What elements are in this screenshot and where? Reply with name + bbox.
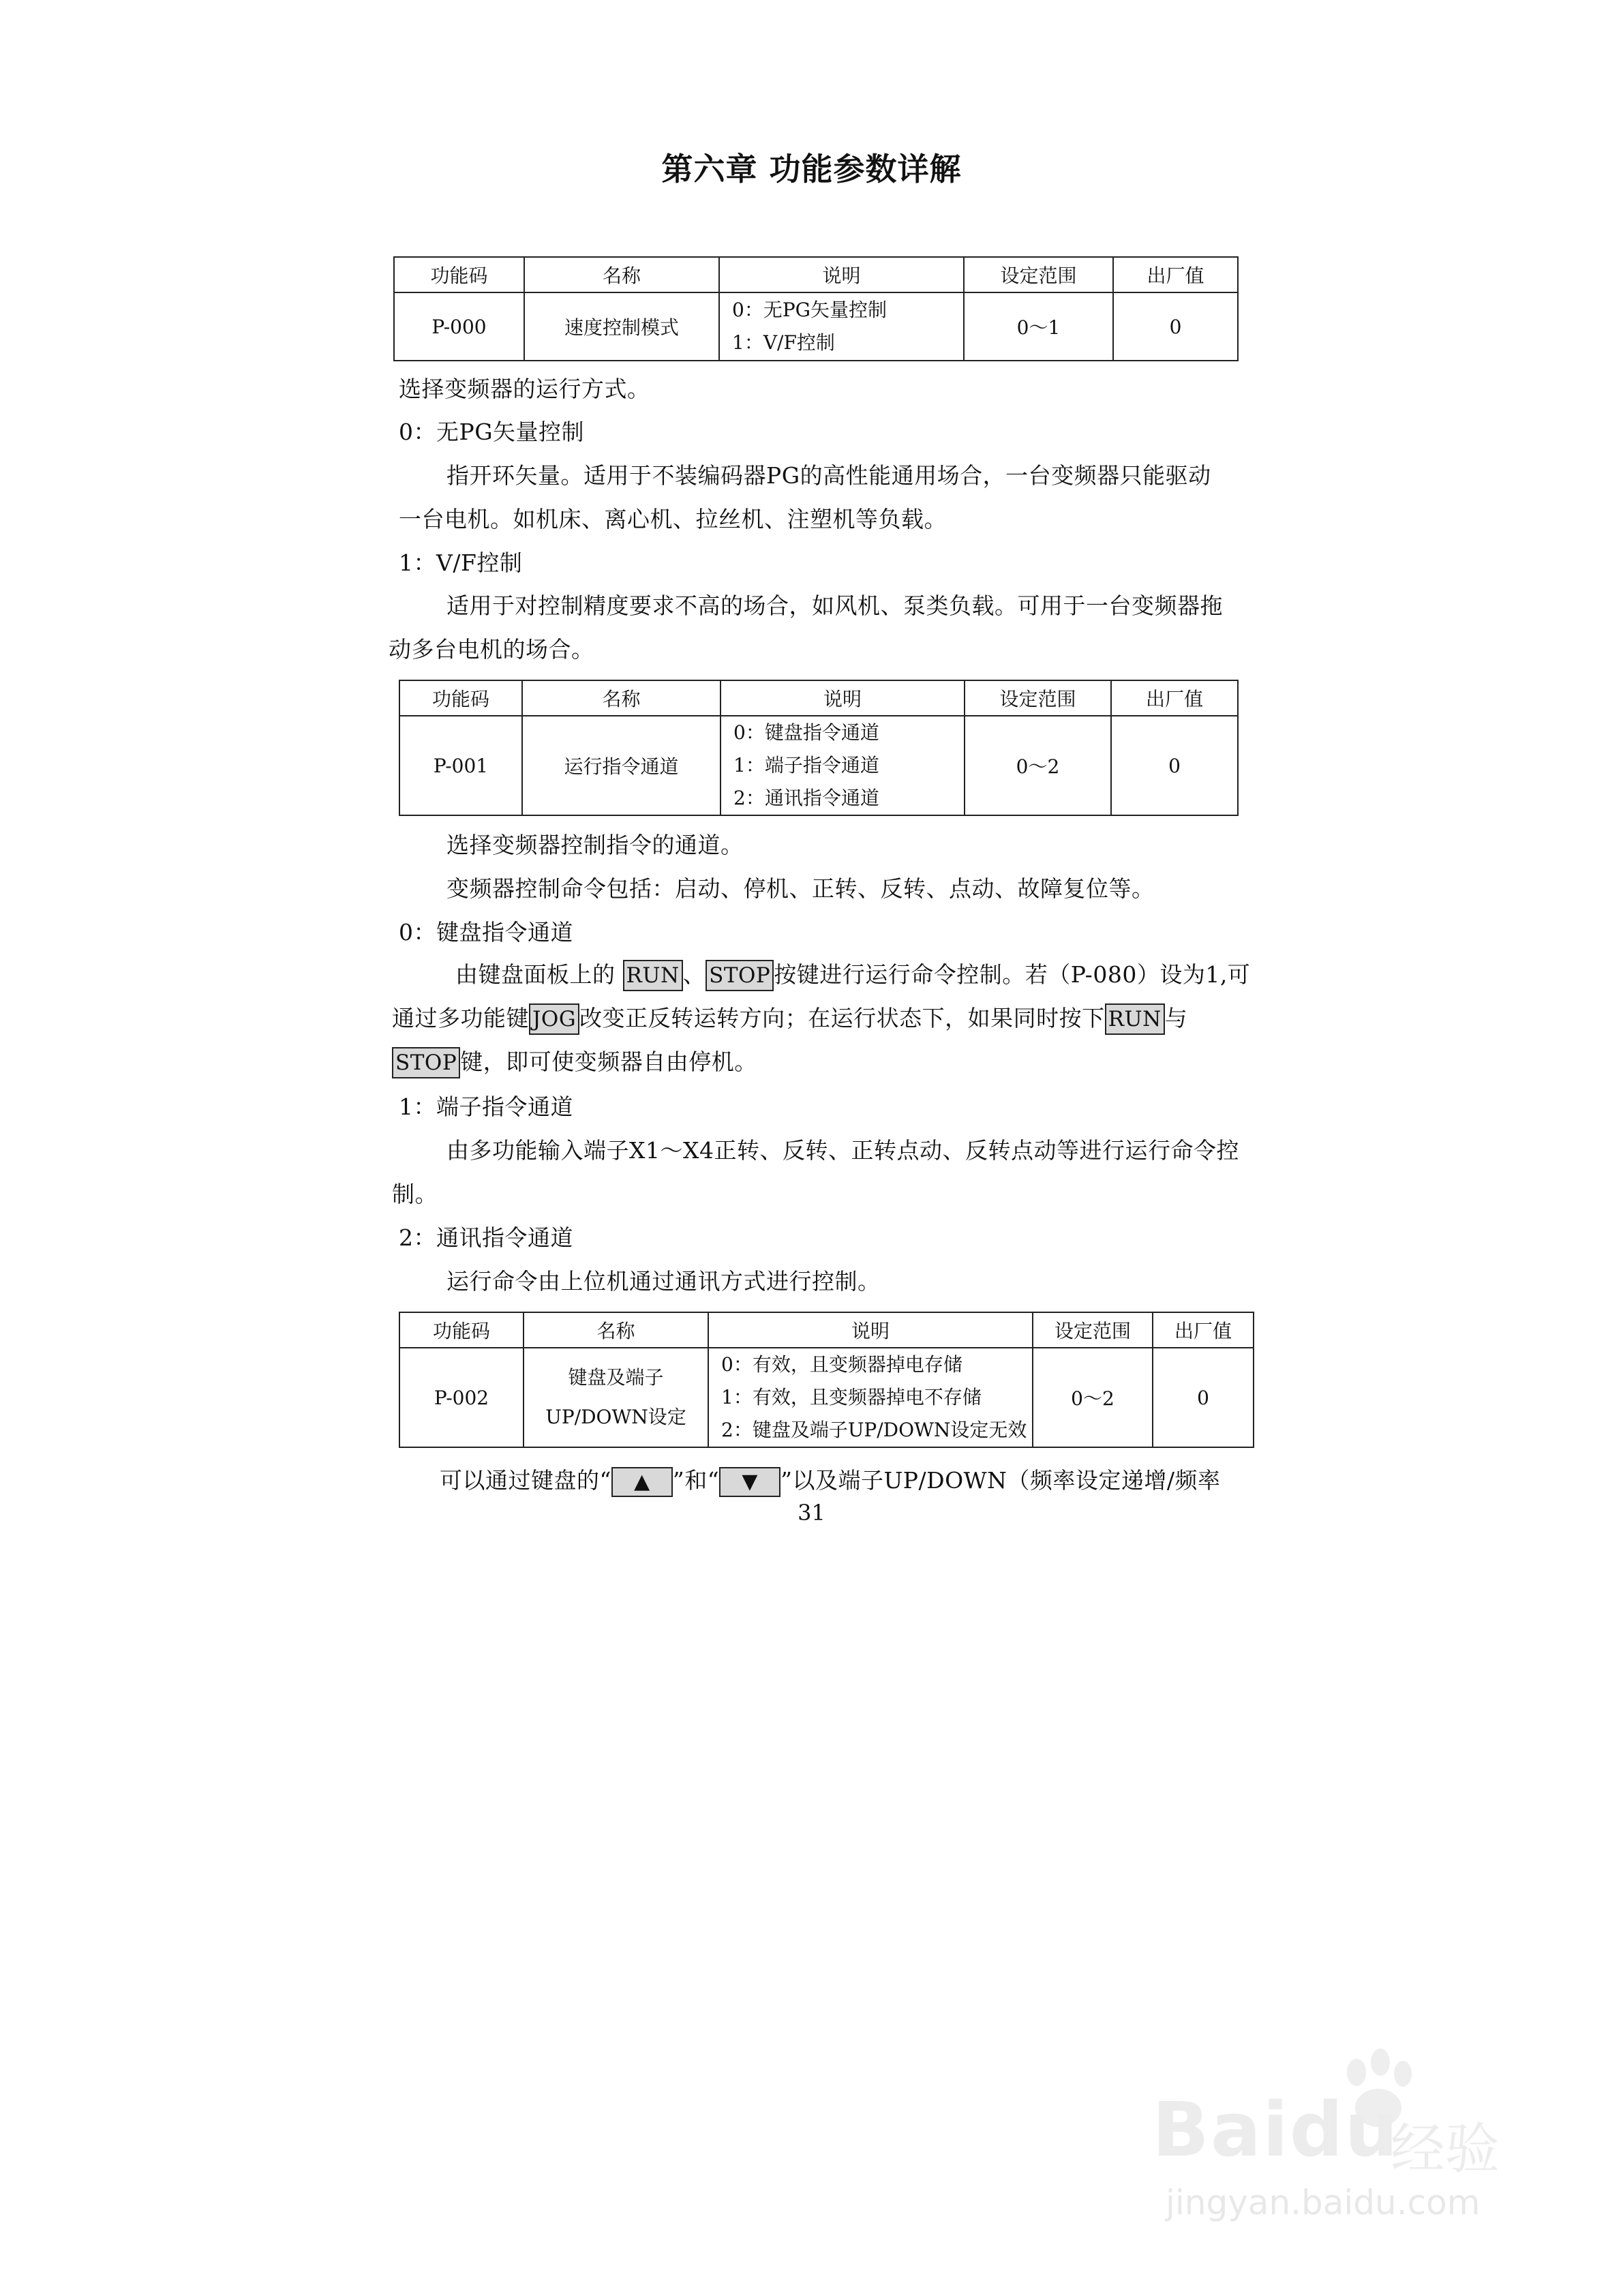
jog-key: JOG (529, 1003, 579, 1035)
table-row (399, 1348, 1254, 1447)
run-key: RUN (1105, 1003, 1165, 1035)
paragraph: 选择变频器控制指令的通道。 (446, 832, 744, 858)
page-number: 31 (798, 1500, 825, 1526)
table-header-row (399, 1312, 1254, 1348)
chapter-title: 第六章 功能参数详解 (661, 151, 962, 187)
paragraph (392, 1001, 1187, 1035)
param-name: 速度控制模式 (524, 292, 719, 361)
text-run: 、 (682, 961, 706, 988)
desc-line: 2：键盘及端子UP/DOWN设定无效 (721, 1419, 1027, 1441)
text-run: ”和“ (672, 1467, 720, 1494)
desc-line: 2：通讯指令通道 (733, 787, 879, 809)
text-run: 可以通过键盘的“ (440, 1467, 611, 1494)
param-table-p000 (393, 256, 1239, 361)
text-run: 通过多功能键 (392, 1005, 529, 1031)
param-table-p001 (399, 680, 1239, 816)
paragraph (392, 1044, 757, 1078)
param-name: 运行指令通道 (522, 716, 721, 815)
table-row (394, 292, 1238, 361)
desc-line: 1：V/F控制 (732, 331, 835, 354)
text-run: 键，即可使变频器自由停机。 (460, 1048, 757, 1075)
stop-key: STOP (706, 960, 774, 991)
param-range: 0～2 (1033, 1348, 1153, 1447)
paragraph: 制。 (392, 1181, 438, 1207)
paragraph (440, 1463, 1221, 1497)
param-code: P-002 (399, 1348, 524, 1447)
header-default: 出厂值 (1111, 680, 1238, 716)
paragraph: 选择变频器的运行方式。 (399, 376, 650, 402)
desc-line: 1：端子指令通道 (733, 754, 879, 776)
param-default: 0 (1113, 292, 1238, 361)
text-run: 按键进行运行命令控制。若（P-080）设为1,可 (774, 961, 1251, 988)
paragraph: 变频器控制命令包括：启动、停机、正转、反转、点动、故障复位等。 (446, 875, 1155, 902)
name-line: UP/DOWN设定 (545, 1406, 686, 1428)
header-name: 名称 (522, 680, 721, 716)
paragraph: 运行命令由上位机通过通讯方式进行控制。 (446, 1268, 881, 1295)
header-desc: 说明 (708, 1312, 1033, 1348)
header-code: 功能码 (399, 1312, 524, 1348)
text-run: ”以及端子UP/DOWN（频率设定递增/频率 (780, 1467, 1221, 1494)
watermark-logo: Baidu (1152, 2086, 1399, 2173)
run-key: RUN (623, 960, 683, 991)
watermark-cn: 经验 (1391, 2117, 1500, 2181)
text-run: 与 (1164, 1005, 1188, 1031)
option-heading: 1：V/F控制 (399, 549, 523, 576)
header-range: 设定范围 (1033, 1312, 1153, 1348)
paragraph: 指开环矢量。适用于不装编码器PG的高性能通用场合，一台变频器只能驱动 (446, 462, 1211, 489)
text-run: 改变正反转运转方向；在运行状态下，如果同时按下 (579, 1005, 1105, 1031)
param-desc (721, 716, 965, 815)
header-range: 设定范围 (965, 680, 1111, 716)
baidu-jingyan-watermark (1152, 2072, 1534, 2229)
desc-line: 0：键盘指令通道 (733, 721, 879, 744)
table-header-row (394, 257, 1238, 292)
stop-key: STOP (392, 1047, 460, 1078)
param-default: 0 (1153, 1348, 1254, 1447)
param-range: 0～1 (964, 292, 1113, 361)
param-code: P-000 (394, 292, 524, 361)
paragraph: 动多台电机的场合。 (389, 636, 594, 663)
header-desc: 说明 (719, 257, 964, 292)
header-default: 出厂值 (1153, 1312, 1254, 1348)
paragraph (455, 957, 1250, 991)
param-name (524, 1348, 708, 1447)
option-heading: 2：通讯指令通道 (399, 1224, 573, 1251)
header-range: 设定范围 (964, 257, 1113, 292)
table-header-row (399, 680, 1238, 716)
option-heading: 0：无PG矢量控制 (399, 419, 585, 445)
param-desc (708, 1348, 1033, 1447)
paragraph: 由多功能输入端子X1～X4正转、反转、正转点动、反转点动等进行运行命令控 (446, 1137, 1239, 1164)
header-desc: 说明 (721, 680, 965, 716)
paragraph: 一台电机。如机床、离心机、拉丝机、注塑机等负载。 (399, 506, 947, 532)
param-desc (719, 292, 964, 361)
option-heading: 0：键盘指令通道 (399, 919, 573, 946)
name-line: 键盘及端子 (568, 1366, 664, 1389)
header-default: 出厂值 (1113, 257, 1238, 292)
up-arrow-key-icon: ▲ (611, 1467, 673, 1497)
param-default: 0 (1111, 716, 1238, 815)
desc-line: 1：有效，且变频器掉电不存储 (721, 1386, 982, 1408)
header-code: 功能码 (394, 257, 524, 292)
header-code: 功能码 (399, 680, 522, 716)
param-range: 0～2 (965, 716, 1111, 815)
table-row (399, 716, 1238, 815)
watermark-url: jingyan.baidu.com (1166, 2183, 1481, 2222)
text-run: 由键盘面板上的 (455, 961, 623, 988)
desc-line: 0：有效，且变频器掉电存储 (721, 1353, 962, 1376)
option-heading: 1：端子指令通道 (399, 1093, 573, 1120)
paragraph: 适用于对控制精度要求不高的场合，如风机、泵类负载。可用于一台变频器拖 (446, 592, 1223, 619)
header-name: 名称 (524, 1312, 708, 1348)
down-arrow-key-icon: ▼ (719, 1467, 780, 1497)
param-code: P-001 (399, 716, 522, 815)
desc-line: 0：无PG矢量控制 (732, 299, 888, 321)
param-table-p002 (399, 1312, 1254, 1448)
header-name: 名称 (524, 257, 719, 292)
